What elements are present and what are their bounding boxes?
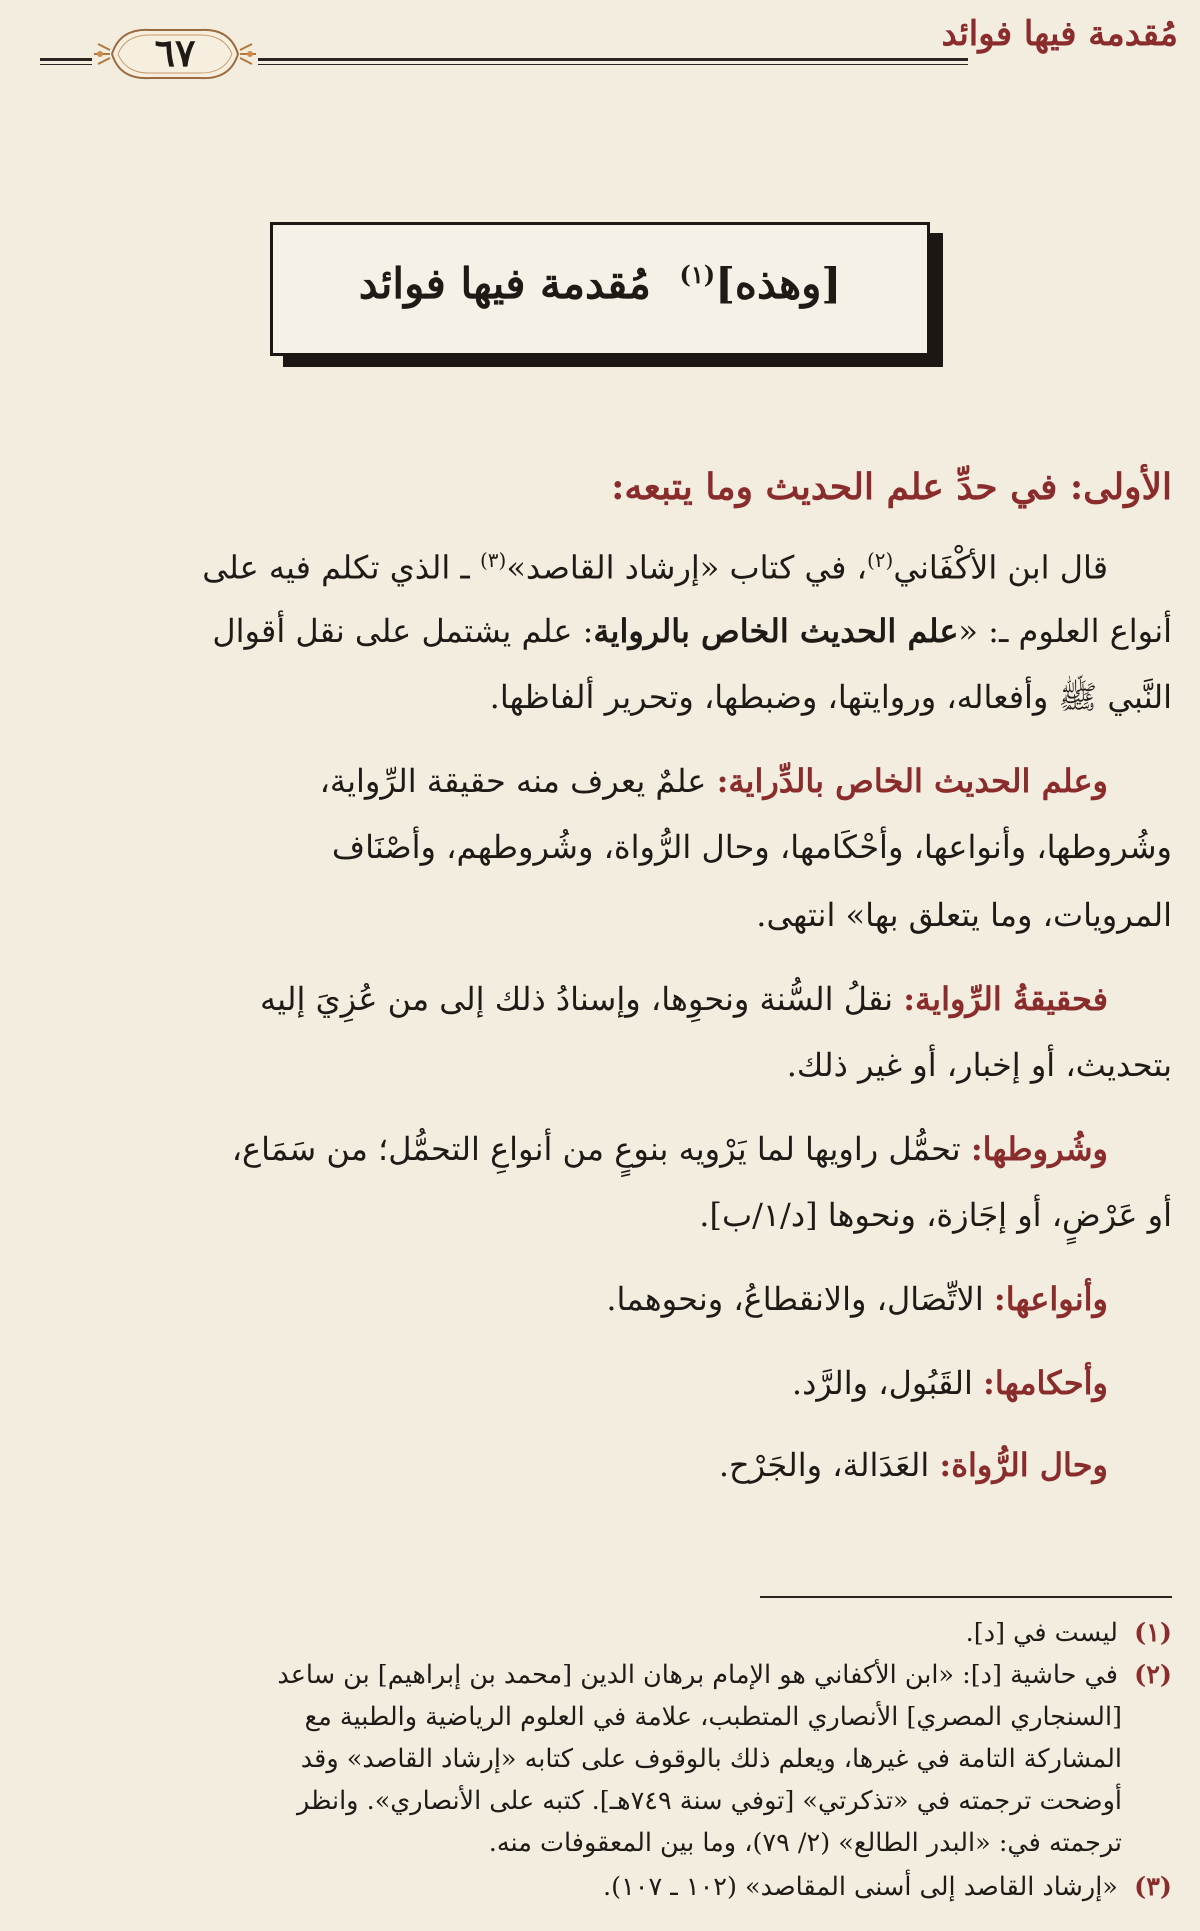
section-title-bracket: [وهذه] — [715, 259, 842, 308]
section-title-box — [270, 222, 930, 356]
section-title-note-ref: (١) — [679, 260, 716, 289]
footnote-2-line-2: [السنجاري المصري] الأنصاري المتطبب، علامة في العلوم الرياضية والطبية مع — [304, 1702, 1122, 1732]
paragraph-3-line-2: بتحديث، أو إخبار، أو غير ذلك. — [786, 1046, 1172, 1084]
page-number: ٦٧ — [154, 30, 196, 75]
running-header-title: مُقدمة فيها فوائد — [941, 14, 1178, 54]
heading-label: الأولى: في حدِّ علم الحديث وما يتبعه: — [611, 466, 1172, 508]
term-ahkam: وأحكامها: — [983, 1364, 1108, 1402]
note-ref-2: (٢) — [866, 548, 894, 572]
paragraph-6: وأحكامها: القَبُول، والرَّد. — [791, 1364, 1108, 1402]
footnote-2-line-4: أوضحت ترجمته في «تذكرتي» [توفي سنة ٧٤٩هـ]. كتبه على الأنصاري». وانظر — [297, 1786, 1122, 1816]
footnote-2-line-5: ترجمته في: «البدر الطالع» (٢/ ٧٩)، وما بين المعقوفات منه. — [488, 1828, 1122, 1858]
header-rule-left — [40, 58, 92, 61]
paragraph-4-line-2: أو عَرْضٍ، أو إجَازة، ونحوها [د/١/ب]. — [699, 1196, 1172, 1234]
footnote-2-line-1: (٢) في حاشية [د]: «ابن الأكفاني هو الإمام برهان الدين [محمد بن إبراهيم] بن ساعد — [277, 1660, 1172, 1690]
paragraph-4-line-1: وشُروطها: تحمُّل راويها لما يَرْويه بنوعٍ من أنواعِ التحمُّل؛ من سَمَاع، — [231, 1130, 1108, 1168]
footnote-3: (٣) «إرشاد القاصد إلى أسنى المقاصد» (١٠٢ ـ ١٠٧). — [603, 1872, 1172, 1902]
footnote-1: (١) ليست في [د]. — [965, 1618, 1172, 1648]
header-rule-right — [258, 58, 968, 61]
footnote-number: (٢) — [1134, 1660, 1172, 1690]
note-ref-3: (٣) — [479, 548, 507, 572]
term-shurut: وشُروطها: — [970, 1130, 1108, 1168]
footnote-2-line-3: المشاركة التامة في غيرها، ويعلم ذلك بالوقوف على كتابه «إرشاد القاصد» وقد — [300, 1744, 1122, 1774]
paragraph-7: وحال الرُّواة: العَدَالة، والجَرْح. — [718, 1446, 1108, 1484]
term-haqiqat-riwaya: فحقيقةُ الرِّواية: — [903, 980, 1108, 1018]
term-hal-ruwat: وحال الرُّواة: — [939, 1446, 1108, 1484]
term-diraya: وعلم الحديث الخاص بالدِّراية: — [716, 762, 1108, 800]
paragraph-2-line-2: وشُروطها، وأنواعها، وأحْكَامها، وحال الرُّواة، وشُروطهم، وأصْنَاف — [331, 828, 1172, 866]
paragraph-2-line-3: المرويات، وما يتعلق بها» انتهى. — [756, 896, 1172, 934]
footnote-number: (٣) — [1134, 1872, 1172, 1902]
footnote-number: (١) — [1134, 1618, 1172, 1648]
paragraph-3-line-1: فحقيقةُ الرِّواية: نقلُ السُّنة ونحوِها، وإسنادُ ذلك إلى من عُزِيَ إليه — [259, 980, 1108, 1018]
header-rule-left-thin — [40, 64, 92, 65]
page-number-ornament — [90, 22, 260, 86]
bold-term-riwaya: علم الحديث الخاص بالرواية — [593, 612, 959, 650]
section-title-main: مُقدمة فيها فوائد — [358, 259, 651, 308]
paragraph-1-line-3: النَّبي ﷺ وأفعاله، وروايتها، وضبطها، وتحرير ألفاظها. — [489, 678, 1172, 716]
paragraph-5: وأنواعها: الاتِّصَال، والانقطاعُ، ونحوهما. — [606, 1280, 1108, 1318]
paragraph-1-line-2: أنواع العلوم ـ: «علم الحديث الخاص بالرواية: علم يشتمل على نقل أقوال — [212, 612, 1172, 650]
paragraph-2-line-1: وعلم الحديث الخاص بالدِّراية: علمٌ يعرف منه حقيقة الرِّواية، — [319, 762, 1108, 800]
section-title — [273, 259, 927, 308]
term-anwa: وأنواعها: — [993, 1280, 1108, 1318]
footnote-separator — [760, 1596, 1172, 1598]
section-heading — [28, 466, 1172, 509]
paragraph-1-line-1: قال ابن الأكْفَاني$^{(٢)}$، في كتاب «إرشاد القاصد»$^{(٣)}$ ـ الذي تكلم فيه على — [202, 548, 1108, 587]
header-rule-right-thin — [258, 64, 968, 65]
